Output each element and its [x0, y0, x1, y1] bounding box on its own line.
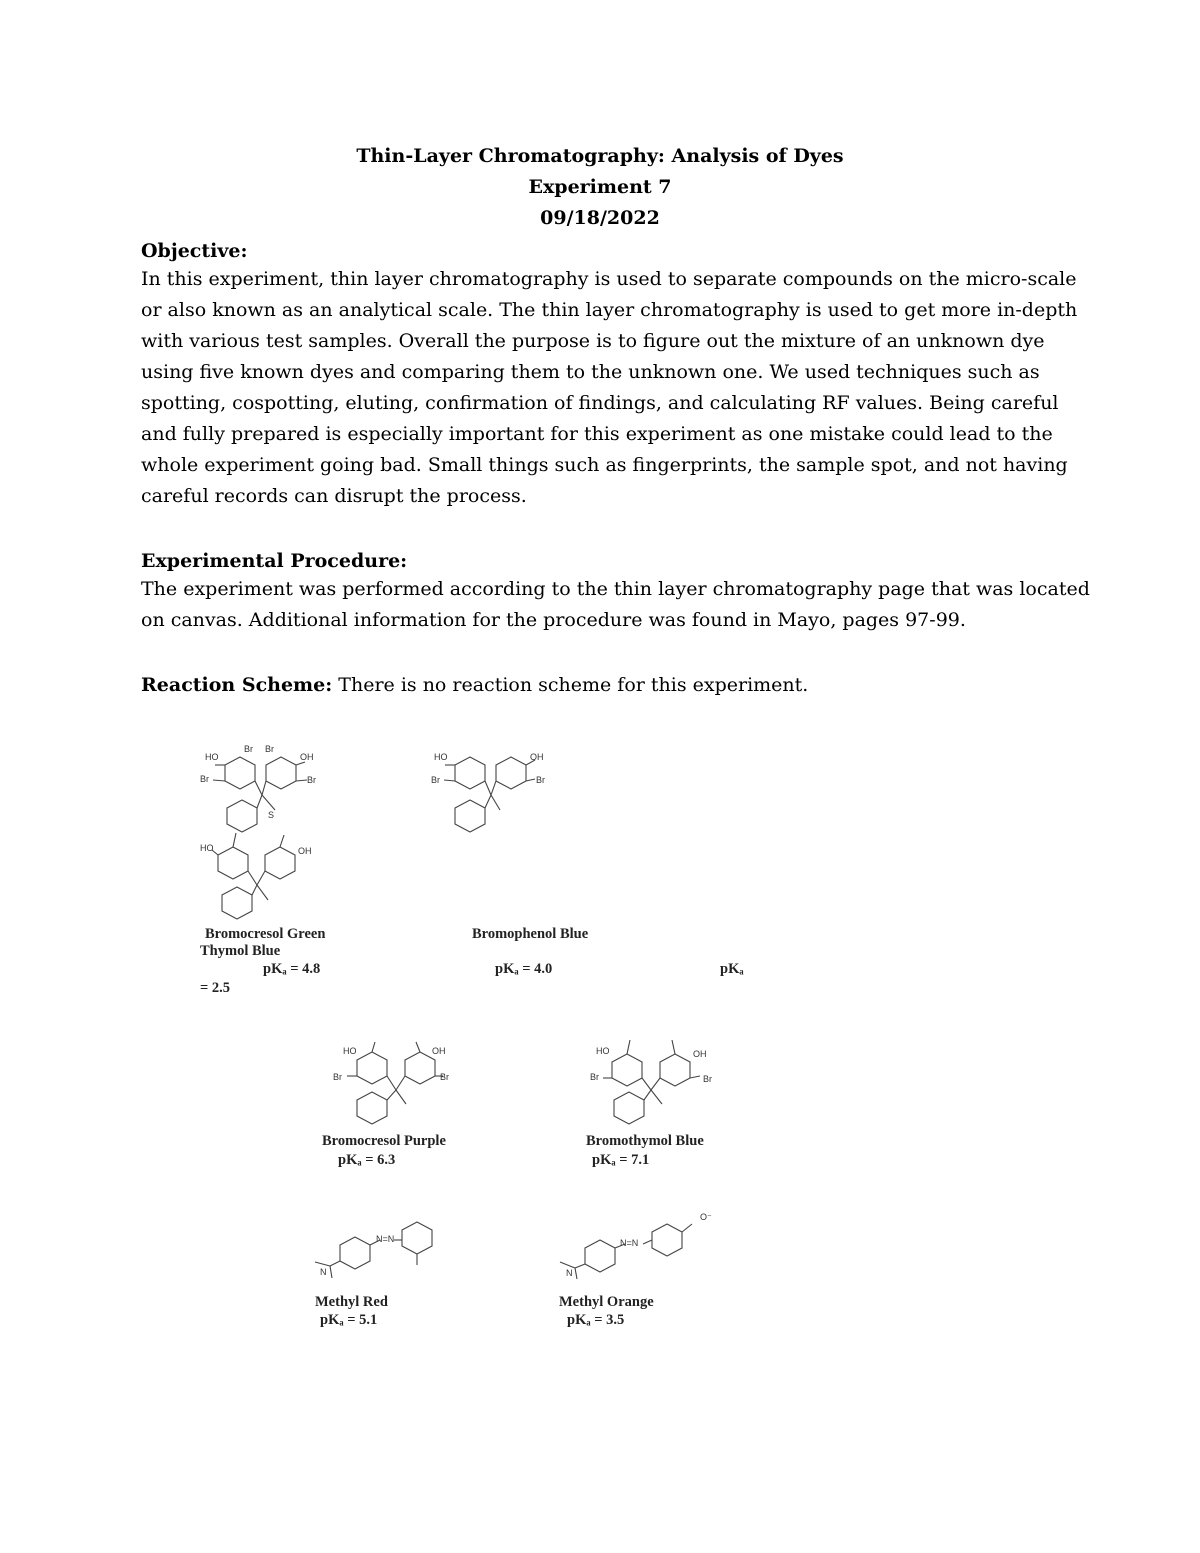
atom-label: N=N [620, 1238, 639, 1248]
atom-label: OH [693, 1049, 707, 1059]
atom-label: S [268, 810, 275, 820]
objective-line: careful records can disrupt the process. [141, 485, 527, 507]
caption-bromocresol-green: Bromocresol Green [205, 926, 326, 942]
bromothymol-blue-structure [603, 1040, 700, 1124]
methyl-orange-structure [560, 1224, 692, 1279]
pka-bromocresol-green: pKₐ = 4.8 [263, 961, 321, 977]
objective-heading: Objective: [141, 240, 248, 262]
atom-label: OH [298, 846, 312, 856]
experiment-number: Experiment 7 [528, 176, 672, 198]
atom-label: Br [431, 775, 440, 785]
bromocresol-green-structure [213, 757, 307, 832]
atom-label: Br [703, 1074, 712, 1084]
atom-label: O⁻ [700, 1212, 712, 1222]
bromocresol-purple-structure [347, 1042, 443, 1124]
caption-methyl-red: Methyl Red [315, 1294, 388, 1310]
document-date: 09/18/2022 [540, 207, 660, 229]
objective-line: with various test samples. Overall the purpose is to figure out the mixture of an unknown dye [141, 330, 1045, 352]
atom-label: Br [333, 1072, 342, 1082]
objective-line: or also known as an analytical scale. The thin layer chromatography is used to get more in-depth [141, 299, 1078, 321]
caption-bromocresol-purple: Bromocresol Purple [322, 1133, 446, 1149]
atom-label: Br [307, 775, 316, 785]
atom-label: OH [432, 1046, 446, 1056]
atom-label: Br [590, 1072, 599, 1082]
caption-bromothymol-blue: Bromothymol Blue [586, 1133, 704, 1149]
atom-label: HO [343, 1046, 357, 1056]
pka-thymol-blue-value: = 2.5 [200, 980, 231, 996]
document-title: Thin-Layer Chromatography: Analysis of Dyes [356, 145, 844, 167]
caption-thymol-blue: Thymol Blue [200, 943, 281, 959]
objective-line: whole experiment going bad. Small things such as fingerprints, the sample spot, and not having [141, 454, 1068, 476]
reaction-scheme-text: There is no reaction scheme for this experiment. [332, 674, 809, 696]
procedure-heading: Experimental Procedure: [141, 550, 408, 572]
atom-label: Br [536, 775, 545, 785]
atom-label: Br [200, 774, 209, 784]
methyl-red-structure [315, 1222, 432, 1278]
procedure-line: on canvas. Additional information for the procedure was found in Mayo, pages 97-99. [141, 609, 966, 631]
pka-bromocresol-purple: pKₐ = 6.3 [338, 1152, 396, 1168]
procedure-line: The experiment was performed according to the thin layer chromatography page that was located [141, 578, 1090, 600]
caption-bromophenol-blue: Bromophenol Blue [472, 926, 589, 942]
pka-thymol-blue-label: pKₐ [720, 961, 744, 977]
objective-line: In this experiment, thin layer chromatography is used to separate compounds on the micro-scale [141, 268, 1077, 290]
bromophenol-blue-structure [444, 757, 535, 832]
atom-label: HO [200, 843, 214, 853]
objective-line: and fully prepared is especially important for this experiment as one mistake could lead to the [141, 423, 1053, 445]
pka-bromothymol-blue: pKₐ = 7.1 [592, 1152, 650, 1168]
atom-label: N [566, 1268, 573, 1278]
atom-label: HO [205, 752, 219, 762]
caption-methyl-orange: Methyl Orange [559, 1294, 654, 1310]
atom-label: OH [530, 752, 544, 762]
pka-bromophenol-blue: pKₐ = 4.0 [495, 961, 553, 977]
atom-label: N=N [376, 1234, 395, 1244]
atom-label: Br [265, 744, 274, 754]
atom-label: N [320, 1267, 327, 1277]
objective-line: spotting, cospotting, eluting, confirmation of findings, and calculating RF values. Being careful [141, 392, 1059, 414]
reaction-scheme-heading: Reaction Scheme: [141, 674, 333, 696]
thymol-blue-structure [212, 833, 295, 919]
atom-label: Br [440, 1072, 449, 1082]
atom-label: HO [596, 1046, 610, 1056]
objective-line: using five known dyes and comparing them to the unknown one. We used techniques such as [141, 361, 1040, 383]
pka-methyl-red: pKₐ = 5.1 [320, 1312, 378, 1328]
atom-label: HO [434, 752, 448, 762]
atom-label: Br [244, 744, 253, 754]
atom-label: OH [300, 752, 314, 762]
pka-methyl-orange: pKₐ = 3.5 [567, 1312, 625, 1328]
